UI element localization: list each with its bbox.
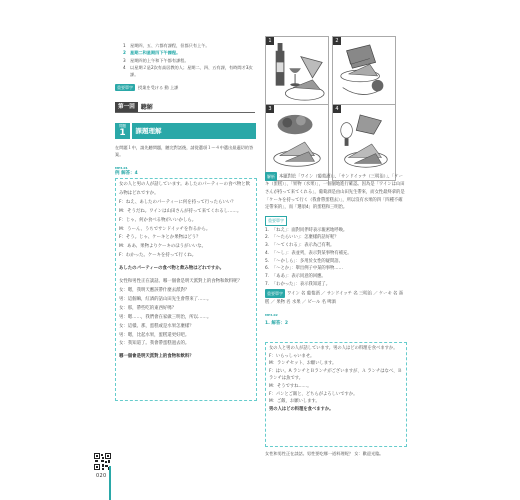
dialogue-line: F：そう。じゃ、ケーキとか果物はどう？ [119,235,201,241]
grammar-number: 2. [265,235,270,241]
grammar-number: 6. [265,266,270,272]
dialogue-line: F：はい。A ランチとＢランチがございますが、Ａ ランチはなべ、Ｂランチは魚です。 [269,368,402,382]
dialogue-line: 女性和男性正在談話。哪一個會是明天派對上的食物和飲料呢？ [119,279,242,285]
option-image-1 [265,36,329,113]
word-tag: 重要單字 [265,289,285,298]
grammar-item [265,242,405,250]
question-number: 1 [119,128,126,138]
explanation-tag: 解析 [265,172,277,181]
answer-option [123,42,258,49]
dialogue-line: M：ああ、果物よりケーキのほうがいいな。 [119,244,207,250]
option-image-2 [332,36,396,113]
vocab-line [115,84,178,91]
section-title: 聽解 [140,104,153,111]
dialogue-line: 女の人と男の人が話しています。あしたのパーティーの食べ物と飲み物はどれですか。 [119,182,251,196]
word-list [265,289,405,306]
dialogue-line: 女：這樣。那，蛋糕或是水果怎麼樣？ [119,323,194,329]
vocab-text: 授業を受ける 動 上課 [138,84,179,90]
option-number: 3 [266,105,274,113]
dialogue-line: F：ねえ、あしたのパーティーに何を持って行ったらいい？ [119,199,236,205]
grammar-number: 1. [265,227,270,233]
example-answer: 例 解答：4 [115,171,138,176]
dialogue-line: 女：我知道了。我會帶蛋糕過去的。 [119,341,190,347]
audio-track: MP3-01 [115,166,128,170]
page-edge-bar [109,466,111,500]
cake-sandwich-illustration [333,105,395,180]
grammar-list [265,227,405,289]
grammar-text: 「ねえ」：面對同伴時表示親密地呼喚。 [272,227,348,233]
dialogue-line: F：パンとご飯と、どちらがよろしいですか。 [269,391,358,397]
option-text: 星期四、五、六都有課程，但都只有上午。 [130,43,210,48]
option-text: 以星期２是2次有高居教的人；星期二、四、五有課，有時間才3次課。 [130,64,253,78]
grammar-text: 「～たらいい」：怎麼樣的話好呢？ [272,235,339,241]
fruit-sandwich-illustration [266,105,328,180]
dialogue-line: 男：這個嘛，紅酒的話山田先生會帶來了……。 [119,296,212,302]
dialogue-line: 男：嗯……，我們會在家做三明治，所以……。 [119,314,212,320]
grammar-item [265,227,405,235]
option-image-3 [265,104,329,181]
section-header [115,101,255,113]
grammar-text: 「～し」：表並列，表示對某事物有補充。 [272,250,352,256]
section-box: 第一回 [115,102,138,112]
grammar-item [265,265,405,273]
example-heading [115,166,138,176]
question-box [115,123,130,139]
option-text: 星期二和星期四下午課程。 [130,50,181,56]
translation-text: 女性和男性正在談話。男性要吃哪一道料理呢？ 女：歡迎光臨。 [265,451,384,456]
question-1-answer: 1. 解答：2 [265,320,289,326]
grammar-heading: 重要單字 [265,216,287,226]
dialogue-line: M：そうですね……。 [269,383,312,389]
example-dialogue-box [115,178,257,401]
dialogue-line: M：そうだね。ワインは山田さんが持って来てくれるし……。 [119,208,242,214]
grammar-number: 3. [265,243,270,249]
dialogue-line: 女：那，帶些吃的東西好嗎？ [119,305,177,311]
audio-track: MP3-02 [265,313,278,318]
explanation [265,172,405,212]
grammar-text: 「～かしら」：多用於女性的疑問語。 [272,258,343,264]
wine-sandwich-illustration [266,37,328,112]
answer-option [123,49,258,56]
dialogue-line: F：じゃ、何か食べる物がいいかしら。 [119,217,197,223]
option-image-4 [332,104,396,181]
question-1-heading [265,312,405,327]
answer-option [123,64,258,79]
explanation-text: 本題對於「ワイン（葡萄酒）」、「サンドイッチ（三明治）」、「ケーキ（蛋糕）」、「果物（水果）」，一個個地進行確認。因為是「ワインは山田さんが持って来てくれる」，葡萄酒是由山田先生帶來，而女性最終拿的是「ケーキを持って行く（我會帶蛋糕去）」，所以沒有水果的四「四種不確定帶來的」，而「選項4」的蛋糕和三明治。 [265,174,405,211]
option-number: 2 [333,37,341,45]
grammar-text: 「わかった」：表示我知道了。 [272,281,331,287]
dialogue-line: M：ご飯、お願いします。 [269,399,320,405]
dialogue-line: M：ランチセット、お願いします。 [269,361,337,367]
dialogue-line: M：うーん、うちでサンドイッチを作るから。 [119,226,211,232]
dialogue-line: 哪一個會是明天派對上的食物和飲料？ [119,354,194,360]
dialogue-line: 女の人と男の人が話しています。男の人はどの料理を食べますか。 [269,346,398,351]
option-number: 4 [333,105,341,113]
dialogue-line: 男：嗯，比起水果，蛋糕還更好吧。 [119,332,190,338]
answer-option-list [123,42,258,78]
question-label: 問題 [119,124,126,128]
question-1-dialogue-box [265,342,407,447]
option-text: 星期四的上午和下午都有課程。 [130,57,189,63]
question-intro: 在問題１中，請先聽問題，聽完對話後，請從選項１～４中選出最適切的答案。 [115,145,254,157]
answer-option [123,57,258,64]
grammar-item [265,250,405,258]
grammar-number: 7. [265,281,270,287]
option-number: 1 [266,37,274,45]
dialogue-line: 男の人はどの料理を食べますか。 [269,406,334,412]
grammar-item [265,281,405,289]
word-text: ワイン 名 葡萄酒 ／ サンドイッチ 名 三明治 ／ ケーキ 名 蛋糕 ／ 果物 名 水果 ／ ビール 名 啤酒 [265,291,404,305]
grammar-item [265,273,405,281]
dialogue-line: 女：嗯，我明天應該帶什麼去派對？ [119,287,190,293]
cake-fruit-illustration [333,37,395,112]
page-number: 020 [96,473,107,479]
option-number: 2 [123,50,126,56]
grammar-number: 5. [265,258,270,264]
dialogue-line: あしたのパーティーの食べ物と飲み物はどれですか。 [119,266,225,272]
grammar-text: 「～とか」：舉出例子中某的事物…… [272,266,343,272]
grammar-number: 4. [265,250,270,256]
grammar-item [265,234,405,242]
option-number: 1 [123,43,126,48]
question-banner [115,123,256,139]
option-number: 4 [123,64,126,70]
vocab-tag: 重要單字 [117,84,133,90]
grammar-text: 「～てくれる」：表示為己有利。 [272,243,335,249]
explanation-column [265,172,405,328]
option-number: 3 [123,57,126,63]
grammar-item [265,258,405,266]
grammar-number: 7. [265,273,270,279]
dialogue-line: F：わかった。ケーキを持って行くね。 [119,253,197,259]
grammar-text: 「ああ」：表示同意的回應。 [272,273,326,279]
dialogue-line: F：いらっしゃいませ。 [269,353,315,359]
question-title: 課題理解 [132,123,257,139]
